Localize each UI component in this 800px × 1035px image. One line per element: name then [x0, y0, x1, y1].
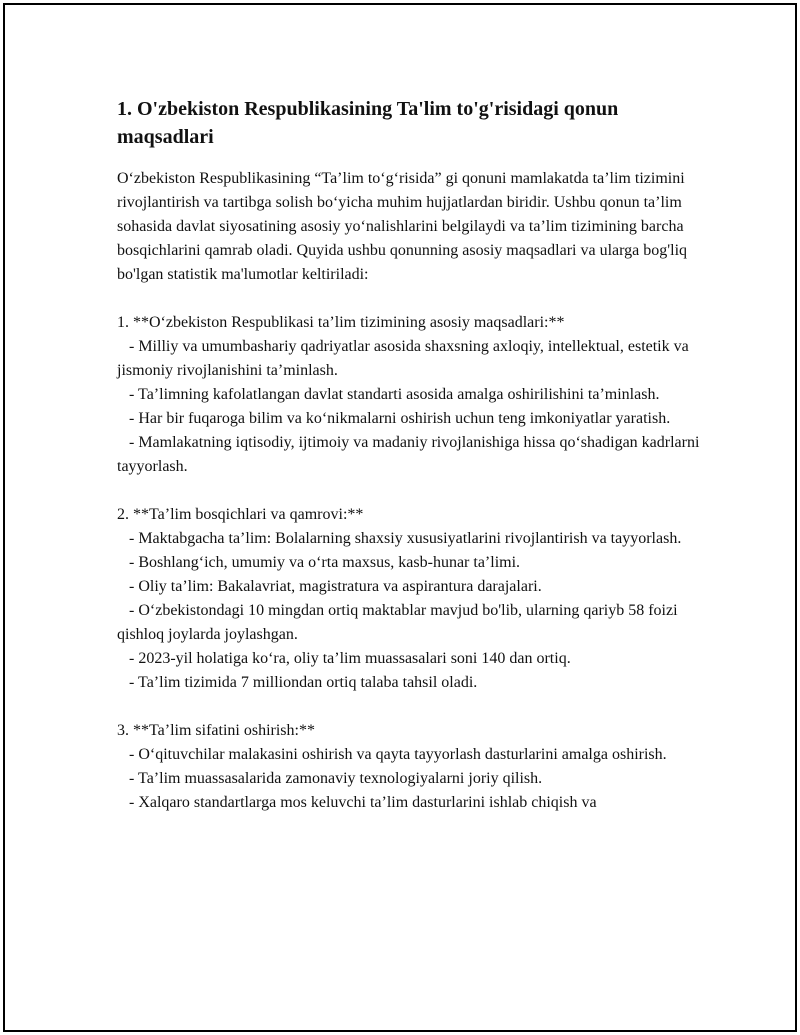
intro-paragraph: O‘zbekiston Respublikasining “Ta’lim to‘g‘risida” gi qonuni mamlakatda ta’lim tizimini rivojlantirish va tartibga solish bo‘yicha muhim hujjatlardan biridir. Ushbu qonun ta’lim sohasida davlat siyosatining asosiy yo‘nalishlarini belgilaydi va ta’lim tizimining barcha bosqichlarini qamrab oladi. Quyida ushbu qonunning asosiy maqsadlari va ularga bog'liq bo'lgan statistik ma'lumotlar keltiriladi: [117, 170, 692, 283]
list-item: - Har bir fuqaroga bilim va ko‘nikmalarni oshirish uchun teng imkoniyatlar yaratish. [129, 410, 671, 427]
list-item: - Ta’lim muassasalarida zamonaviy texnologiyalarni joriy qilish. [129, 770, 543, 787]
list-item: - Mamlakatning iqtisodiy, ijtimoiy va madaniy rivojlanishiga hissa qo‘shadigan kadrlarni tayyorlash. [117, 434, 700, 475]
document-body [117, 95, 717, 815]
list-item: - Ta’limning kafolatlangan davlat standarti asosida amalga oshirilishini ta’minlash. [129, 386, 660, 403]
section-goals [117, 311, 717, 479]
list-item: - Maktabgacha ta’lim: Bolalarning shaxsiy xususiyatlarini rivojlantirish va tayyorlash. [129, 530, 682, 547]
section-heading: 2. **Ta’lim bosqichlari va qamrovi:** [117, 506, 364, 523]
section-stages [117, 503, 717, 695]
list-item: - Milliy va umumbashariy qadriyatlar asosida shaxsning axloqiy, intellektual, estetik va jismoniy rivojlanishini ta’minlash. [117, 338, 689, 379]
section-heading: 3. **Ta’lim sifatini oshirish:** [117, 722, 315, 739]
section-heading: 1. **O‘zbekiston Respublikasi ta’lim tizimining asosiy maqsadlari:** [117, 314, 565, 331]
document-title: 1. O'zbekiston Respublikasining Ta'lim to'g'risidagi qonun maqsadlari [117, 98, 619, 148]
list-item: - O‘zbekistondagi 10 mingdan ortiq maktablar mavjud bo'lib, ularning qariyb 58 foizi qishloq joylarda joylashgan. [117, 602, 678, 643]
list-item: - Boshlang‘ich, umumiy va o‘rta maxsus, kasb-hunar ta’limi. [129, 554, 521, 571]
list-item: - O‘qituvchilar malakasini oshirish va qayta tayyorlash dasturlarini amalga oshirish. [129, 746, 667, 763]
section-quality [117, 719, 717, 815]
list-item: - Xalqaro standartlarga mos keluvchi ta’lim dasturlarini ishlab chiqish va [129, 794, 597, 811]
list-item: - 2023-yil holatiga ko‘ra, oliy ta’lim muassasalari soni 140 dan ortiq. [129, 650, 571, 667]
list-item: - Oliy ta’lim: Bakalavriat, magistratura va aspirantura darajalari. [129, 578, 542, 595]
list-item: - Ta’lim tizimida 7 milliondan ortiq talaba tahsil oladi. [129, 674, 478, 691]
